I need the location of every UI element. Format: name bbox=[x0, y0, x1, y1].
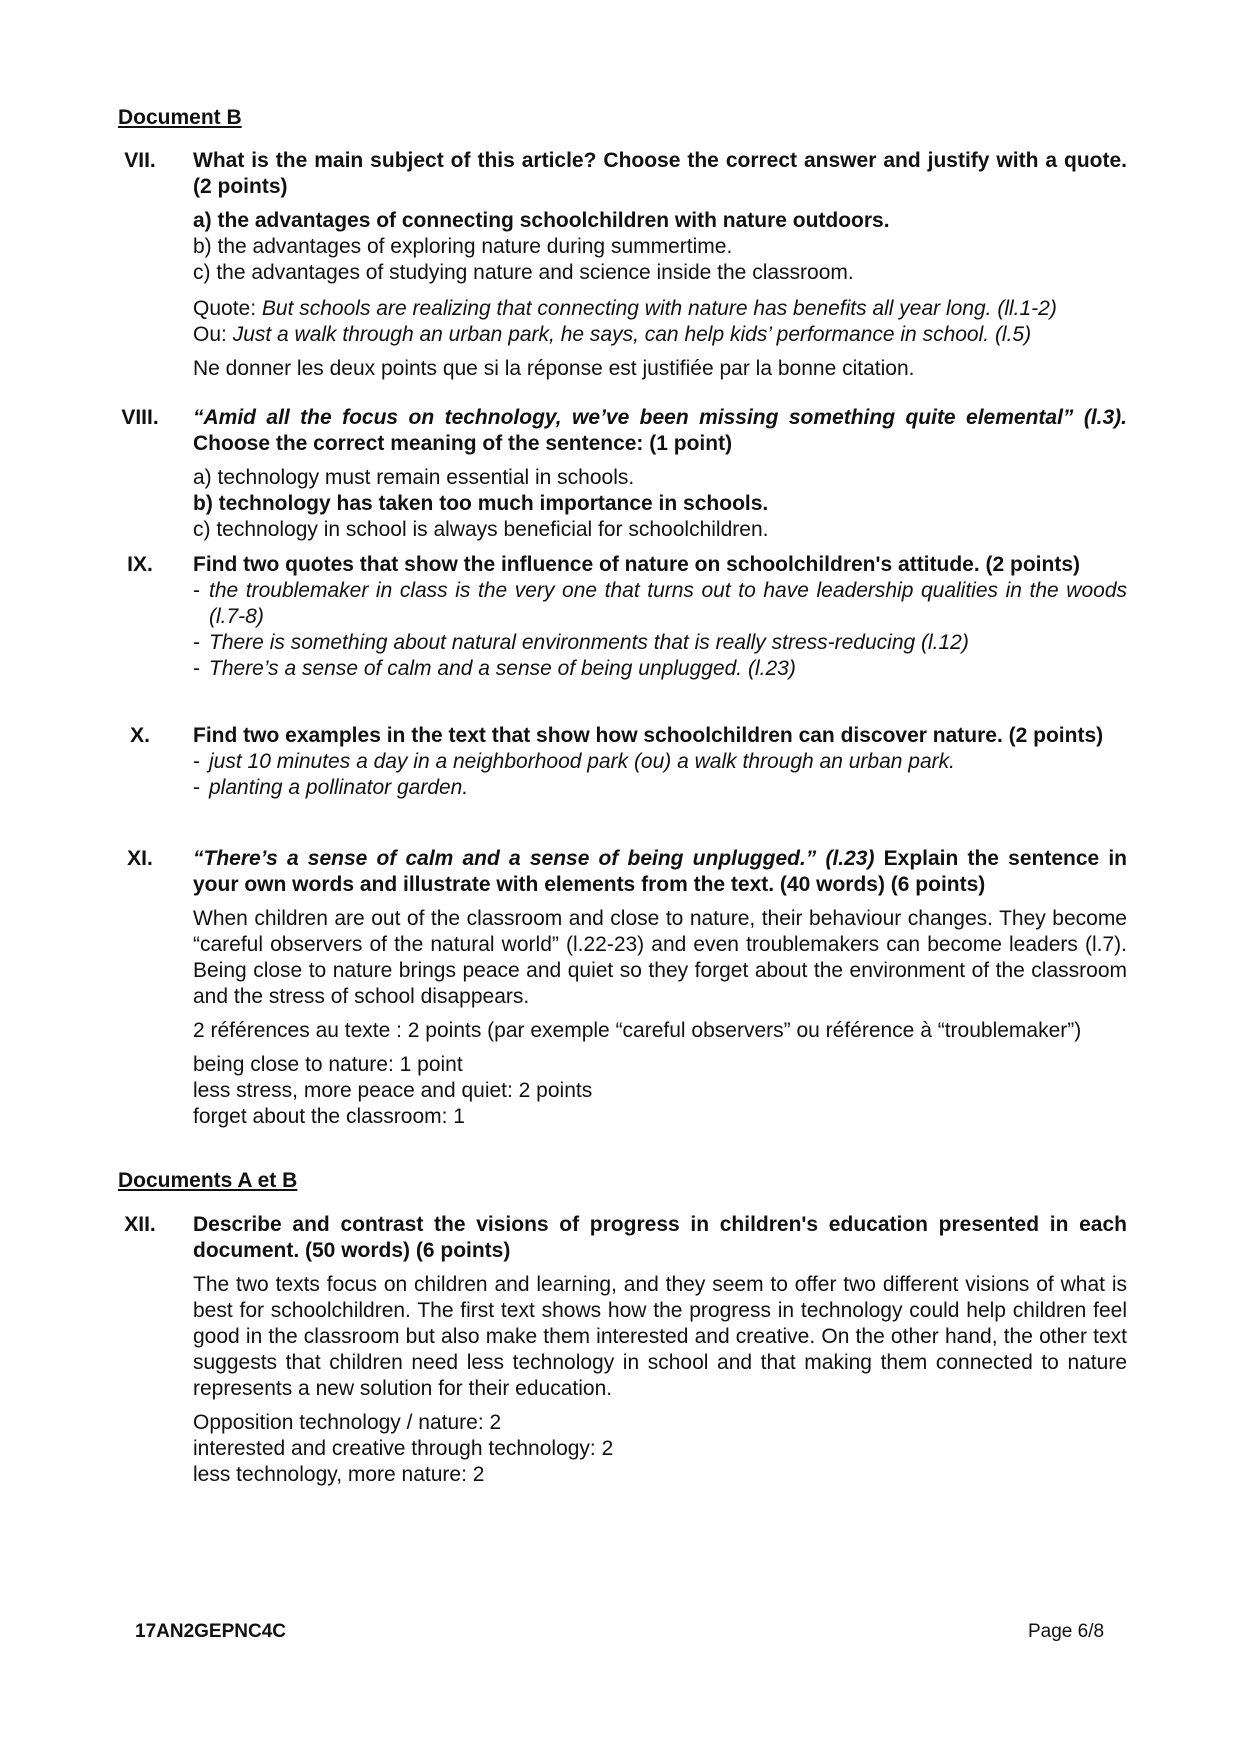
question-number: XI. bbox=[127, 847, 153, 870]
model-answer: When children are out of the classroom and close to nature, their behaviour changes. They become “careful observers of the natural world” (l.22-23) and even troublemakers can become leaders (l.7). Being close to nature brings peace and quiet so they forget about the environment of the classroom and the stress of school disappears. bbox=[193, 907, 1127, 1008]
question-number: VII. bbox=[124, 149, 156, 172]
page-number: Page 6/8 bbox=[1028, 1621, 1105, 1642]
option-a-correct: a) the advantages of connecting schoolchildren with nature outdoors. bbox=[193, 209, 890, 232]
question-8 bbox=[110, 405, 1130, 543]
question-number: XII. bbox=[124, 1213, 156, 1236]
question-9 bbox=[110, 552, 1130, 682]
question-prompt: Explain the sentence in your own words and illustrate with elements from the text. (40 words) (6 points) bbox=[193, 847, 1128, 896]
question-10 bbox=[110, 723, 1130, 801]
question-11 bbox=[110, 846, 1130, 1130]
grading-item: less technology, more nature: 2 bbox=[193, 1463, 485, 1486]
grading-item: interested and creative through technology: 2 bbox=[193, 1437, 614, 1460]
list-item: - the troublemaker in class is the very one that turns out to have leadership qualities in the woods (l.7-8) bbox=[193, 578, 1127, 630]
list-item: - There’s a sense of calm and a sense of being unplugged. (l.23) bbox=[193, 656, 1127, 682]
footer-code: 17AN2GEPNC4C bbox=[135, 1621, 286, 1642]
question-prompt: Choose the correct meaning of the sentence: (1 point) bbox=[193, 432, 733, 455]
grading-item: forget about the classroom: 1 bbox=[193, 1105, 465, 1128]
grading-note: 2 références au texte : 2 points (par exemple “careful observers” ou référence à “troublemaker”) bbox=[193, 1019, 1082, 1042]
option-b: b) the advantages of exploring nature during summertime. bbox=[193, 235, 733, 258]
quote-label: Quote: bbox=[193, 297, 262, 320]
grading-item: Opposition technology / nature: 2 bbox=[193, 1411, 502, 1434]
question-number: IX. bbox=[127, 553, 153, 576]
model-answer: The two texts focus on children and learning, and they seem to offer two different visions of what is best for schoolchildren. The first text shows how the progress in technology could help children feel good in the classroom but also make them interested and creative. On the other hand, the other text suggests that children need less technology in school and that making them connected to nature represents a new solution for their education. bbox=[193, 1273, 1127, 1400]
question-number: VIII. bbox=[121, 406, 159, 429]
option-b-correct: b) technology has taken too much importance in schools. bbox=[193, 492, 769, 515]
answer-list bbox=[193, 578, 1127, 682]
list-item: - There is something about natural environments that is really stress-reducing (l.12) bbox=[193, 630, 1127, 656]
question-12 bbox=[110, 1212, 1130, 1488]
question-quote: “There’s a sense of calm and a sense of being unplugged.” (l.23) bbox=[193, 847, 875, 870]
question-prompt: Find two quotes that show the influence of nature on schoolchildren's attitude. (2 points) bbox=[193, 553, 1081, 576]
question-prompt: What is the main subject of this article? Choose the correct answer and justify with a quote. (2 points) bbox=[193, 149, 1127, 198]
question-quote: “Amid all the focus on technology, we’ve been missing something quite elemental” (l.3). bbox=[193, 406, 1127, 429]
list-item: - just 10 minutes a day in a neighborhood park (ou) a walk through an urban park. bbox=[193, 749, 1127, 775]
document-b-heading: Document B bbox=[118, 106, 242, 129]
option-a: a) technology must remain essential in schools. bbox=[193, 466, 635, 489]
alt-quote-text: Just a walk through an urban park, he says, can help kids’ performance in school. (l.5) bbox=[232, 323, 1032, 346]
option-c: c) technology in school is always beneficial for schoolchildren. bbox=[193, 518, 769, 541]
alt-label: Ou: bbox=[193, 323, 233, 346]
documents-ab-heading: Documents A et B bbox=[118, 1169, 298, 1192]
list-item: - planting a pollinator garden. bbox=[193, 775, 1127, 801]
question-prompt: Describe and contrast the visions of progress in children's education presented in each document. (50 words) (6 points) bbox=[193, 1213, 1127, 1262]
grading-note: Ne donner les deux points que si la réponse est justifiée par la bonne citation. bbox=[193, 357, 915, 380]
question-prompt: Find two examples in the text that show how schoolchildren can discover nature. (2 points) bbox=[193, 724, 1104, 747]
grading-item: being close to nature: 1 point bbox=[193, 1053, 463, 1076]
quote-text: But schools are realizing that connecting with nature has benefits all year long. (ll.1-2) bbox=[261, 297, 1057, 320]
question-number: X. bbox=[130, 724, 150, 747]
question-7 bbox=[110, 148, 1130, 382]
option-c: c) the advantages of studying nature and science inside the classroom. bbox=[193, 261, 854, 284]
grading-item: less stress, more peace and quiet: 2 points bbox=[193, 1079, 593, 1102]
answer-list bbox=[193, 749, 1127, 801]
